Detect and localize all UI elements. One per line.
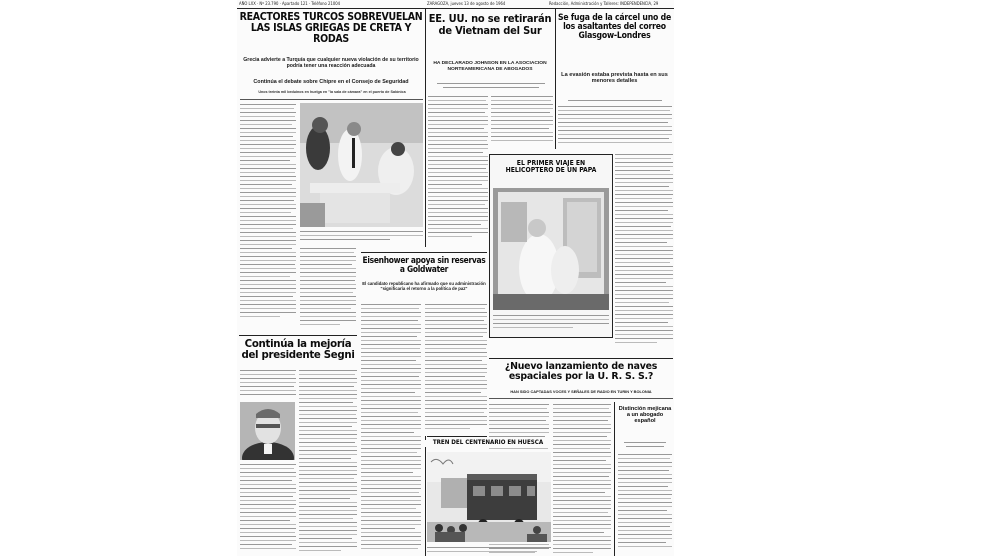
story4-photo	[493, 188, 609, 310]
story7-subhead: HAN SIDO CAPTADAS VOCES Y SEÑALES DE RADIO EN TURIN Y BOLONIA	[510, 389, 652, 394]
newspaper-page	[237, 0, 674, 556]
story9-body-column	[618, 440, 672, 556]
story6-headline: Continúa la mejoría del presidente Segni	[241, 339, 355, 361]
story3-headline: Se fuga de la cárcel uno de los asaltantes del correo Glasgow-Londres	[557, 13, 671, 42]
story2-headline: EE. UU. no se retirarán de Vietnam del Sur	[428, 12, 552, 37]
story1-deck2: Unos treinta mil beduinos en huelga en "la sala de cámara" en el puerto de Salónica	[258, 90, 406, 94]
masthead-right: Redacción, Administración y Talleres: INDEPENDENCIA, 29	[549, 1, 659, 6]
story1-photo	[300, 103, 423, 227]
story2-subhead: HA DECLARADO JOHNSON EN LA ASOCIACION NORTEAMERICANA DE ABOGADOS	[433, 61, 547, 72]
story7-headline: ¿Nuevo lanzamiento de naves espaciales por la U. R. S. S.?	[504, 361, 658, 382]
story3-body-column	[615, 152, 673, 352]
story5-subhead: El candidato republicano ha afirmado que su administración "significaría el retorno a la política de paz"	[362, 281, 486, 291]
story4-box	[489, 154, 613, 338]
story5-body-column	[361, 302, 421, 556]
story1-deck: Continúa el debate sobre Chipre en el Consejo de Seguridad	[253, 79, 409, 85]
story2-body-column	[428, 94, 488, 244]
story9-headline: Distinción mejicana a un abogado español	[618, 406, 672, 424]
masthead-date: ZARAGOZA, jueves 13 de agosto de 1964	[427, 1, 506, 6]
story8-train-photo	[427, 452, 551, 542]
story6-portrait-photo	[240, 402, 295, 460]
story5-headline: Eisenhower apoya sin reservas a Goldwater	[362, 255, 486, 274]
story8-headline: TREN DEL CENTENARIO EN HUESCA	[425, 440, 551, 447]
story3-subhead: La evasión estaba prevista hasta en sus menores detalles	[561, 72, 668, 85]
story1-headline: REACTORES TURCOS SOBREVUELAN LAS ISLAS GRIEGAS DE CRETA Y RODAS	[239, 11, 423, 46]
story1-subhead: Grecia advierte a Turquía que cualquier nueva violación de su territorio podría tener una reacción adecuada	[243, 57, 419, 69]
story1-body-column	[240, 102, 296, 328]
story4-headline: EL PRIMER VIAJE EN HELICOPTERO DE UN PAPA	[505, 159, 597, 175]
masthead-left: AÑO LXX · Nº 23.790 · Apartado 121 · Teléfono 21004	[239, 1, 341, 6]
